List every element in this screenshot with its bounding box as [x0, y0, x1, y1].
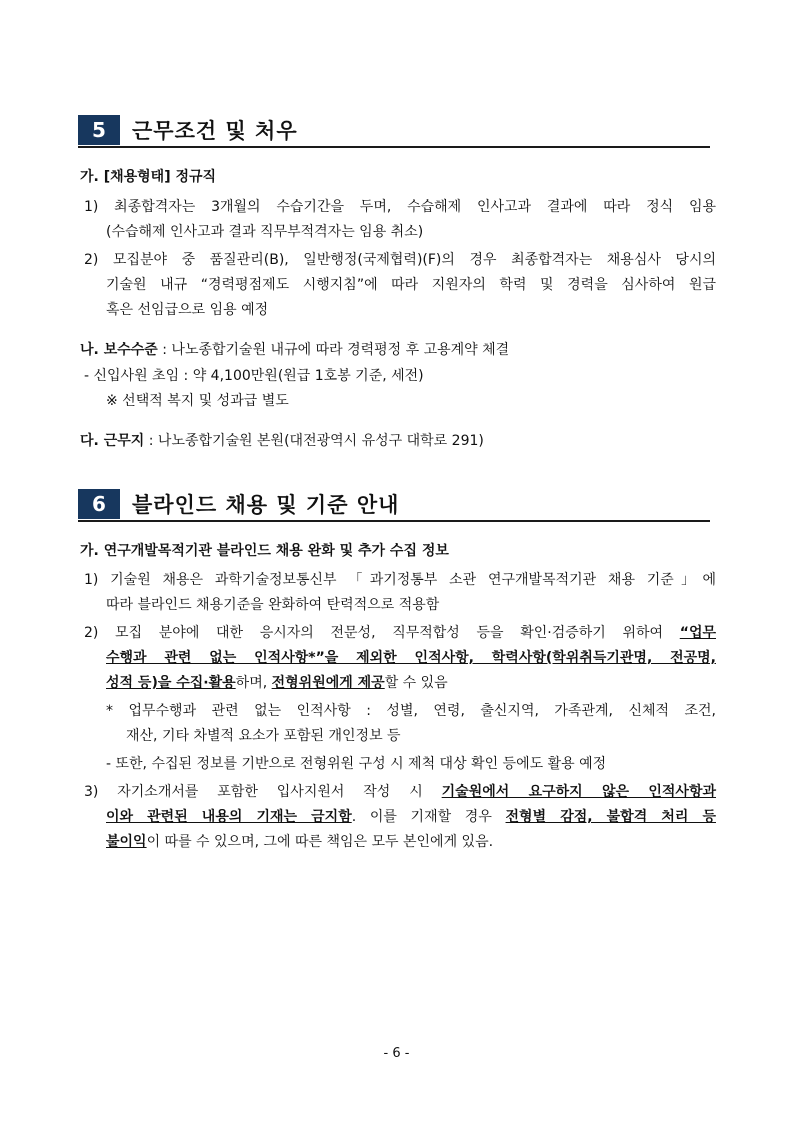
subheading-employment-type: 가. [채용형태] 정규직 — [80, 169, 217, 185]
paragraph-line: 혹은 선임급으로 임용 예정 — [106, 302, 269, 318]
text-run: 3) 자기소개서를 포함한 입사지원서 작성 시 — [84, 784, 442, 800]
salary-line — [80, 339, 509, 361]
paragraph-line — [106, 806, 716, 828]
underlined-text: 전형별 감점, 불합격 처리 등 — [505, 809, 716, 825]
text-run: 이 따를 수 있으며, 그에 따른 책임은 모두 본인에게 있음. — [146, 834, 494, 850]
paragraph-line: - 신입사원 초임 : 약 4,100만원(원급 1호봉 기준, 세전) — [84, 368, 424, 384]
workplace-line — [80, 430, 484, 452]
section-title: 근무조건 및 처우 — [132, 119, 298, 143]
paragraph-line — [106, 831, 493, 853]
paragraph-line — [106, 647, 716, 669]
paragraph-line — [84, 622, 716, 644]
paragraph-line: (수습해제 인사고과 결과 직무부적격자는 임용 취소) — [106, 224, 424, 240]
underlined-text: 이와 관련된 내용의 기재는 금지함 — [106, 809, 352, 825]
paragraph-line — [106, 672, 448, 694]
section-number: 6 — [78, 489, 120, 519]
section-title: 블라인드 채용 및 기준 안내 — [132, 493, 400, 517]
paragraph-line: 2) 모집분야 중 품질관리(B), 일반행정(국제협력)(F)의 경우 최종합격자는 채용심사 당시의 — [84, 252, 716, 268]
paragraph-line: 기술원 내규 “경력평점제도 시행지침”에 따라 지원자의 학력 및 경력을 심사하여 원급 — [106, 277, 716, 293]
section-5-header — [78, 114, 710, 148]
salary-label: 나. 보수수준 — [80, 342, 158, 358]
underlined-text: 불이익 — [106, 834, 147, 850]
paragraph-line: ※ 선택적 복지 및 성과급 별도 — [106, 393, 289, 409]
underlined-text: 전형위원에게 제공 — [271, 675, 385, 691]
paragraph-line: 1) 기술원 채용은 과학기술정보통신부 「과기정통부 소관 연구개발목적기관 채용 기준」에 — [84, 572, 716, 588]
paragraph-line: 1) 최종합격자는 3개월의 수습기간을 두며, 수습해제 인사고과 결과에 따라 정식 임용 — [84, 199, 716, 215]
underlined-text: 수행과 관련 없는 인적사항*”을 제외한 인적사항, 학력사항(학위취득기관명, 전공명, — [106, 650, 716, 666]
text-run: 할 수 있음 — [384, 675, 448, 691]
underlined-text: 기술원에서 요구하지 않은 인적사항과 — [441, 784, 716, 800]
workplace-text: : 나노종합기술원 본원(대전광역시 유성구 대학로 291) — [144, 433, 484, 449]
footnote-line: * 업무수행과 관련 없는 인적사항 : 성별, 연령, 출신지역, 가족관계, 신체적 조건, — [106, 703, 716, 719]
text-run: 2) 모집 분야에 대한 응시자의 전문성, 직무적합성 등을 확인·검증하기 위하여 — [84, 625, 680, 641]
paragraph-line: 따라 블라인드 채용기준을 완화하여 탄력적으로 적용함 — [106, 597, 440, 613]
section-6-header — [78, 488, 710, 522]
underlined-text: “업무 — [679, 625, 716, 641]
workplace-label: 다. 근무지 — [80, 433, 145, 449]
paragraph-line: - 또한, 수집된 정보를 기반으로 전형위원 구성 시 제척 대상 확인 등에도 활용 예정 — [106, 756, 607, 772]
section-number: 5 — [78, 115, 120, 145]
text-run: 하며, — [235, 675, 272, 691]
page-number: - 6 - — [383, 1046, 410, 1061]
footnote-line: 재산, 기타 차별적 요소가 포함된 개인정보 등 — [126, 728, 401, 744]
underlined-text: 성적 등)을 수집·활용 — [106, 675, 236, 691]
salary-text: : 나노종합기술원 내규에 따라 경력평정 후 고용계약 체결 — [157, 342, 510, 358]
text-run: . 이를 기재할 경우 — [351, 809, 506, 825]
subheading-blind-hiring: 가. 연구개발목적기관 블라인드 채용 완화 및 추가 수집 정보 — [80, 543, 449, 559]
paragraph-line — [84, 781, 716, 803]
